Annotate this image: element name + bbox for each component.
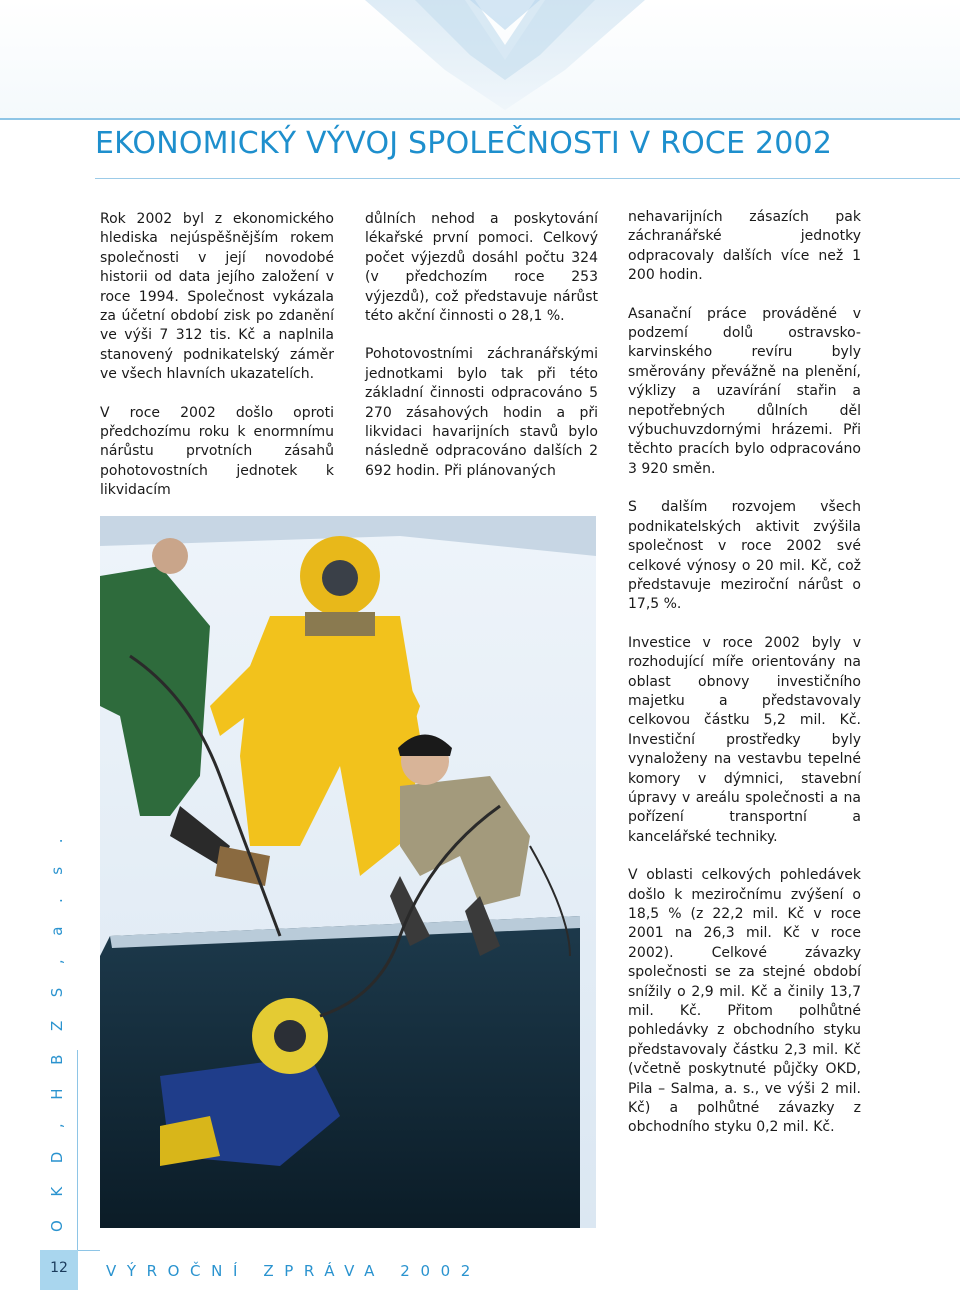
paragraph: nehavarijních zásazích pak záchranářské jednotky odpracovaly dalších více než 1 200 hodin. (628, 209, 861, 284)
text-column-2 (365, 210, 598, 500)
paragraph: Pohotovostními záchranářskými jednotkami bylo tak při této základní činnosti odpracováno 5 270 zásahových hodin a při likvidaci havarijních stavů bylo následně odpracováno dalších 2 692 hodin. Při plánovaných (365, 346, 598, 479)
paragraph: S dalším rozvojem všech podnikatelských aktivit zvýšila společnost v roce 2002 své celkové výnosy o 20 mil. Kč, což představuje meziroční nárůst o 17,5 %. (628, 499, 861, 613)
page-title: EKONOMICKÝ VÝVOJ SPOLEČNOSTI V ROCE 2002 (95, 126, 833, 161)
paragraph: Investice v roce 2002 byly v rozhodující míře orientovány na oblast obnovy investičního majetku a představovaly celkovou částku 5,2 mil. Kč. Investiční prostředky byly vynaloženy na vestavbu tepelné komory v dýmnici, stavební úpravy v areálu společnosti a na pořízení transportní a kancelářské techniky. (628, 634, 861, 845)
footer-rule (78, 1250, 100, 1251)
company-logo-watermark (355, 0, 655, 118)
header-band (0, 0, 960, 118)
divers-in-ice-hole-photo (100, 516, 596, 1228)
paragraph: důlních nehod a poskytování lékařské první pomoci. Celkový počet výjezdů dosáhl počtu 324 (v předchozím roce 253 výjezdů), což představuje nárůst této akční činnosti o 28,1 %. (365, 211, 598, 325)
page-number-box (40, 1250, 78, 1290)
header-rule (0, 118, 960, 120)
company-name-vertical: O K D , H B Z S , a . s . (48, 829, 66, 1232)
paragraph: Asanační práce prováděné v podzemí dolů ostravsko-karvinského revíru byly směrovány převážně na plenění, výklizy a uzavírání stařin a nepotřebných důlních děl výbuchuvzdornými hrázemi. Při těchto pracích bylo odpracováno 3 920 směn. (628, 305, 861, 477)
text-column-1 (100, 210, 334, 520)
paragraph: Rok 2002 byl z ekonomického hlediska nejúspěšnějším rokem společnosti v její novodobé historii od data jejího založení v roce 1994. Společnost vykázala za účetní období zisk po zdanění ve výši 7 312 tis. Kč a naplnila stanovený podnikatelský záměr ve všech hlavních ukazatelích. (100, 211, 334, 383)
title-rule (95, 178, 960, 179)
paragraph: V oblasti celkových pohledávek došlo k meziročnímu zvýšení o 18,5 % (z 22,2 mil. Kč v roce 2001 na 26,3 mil. Kč v roce 2002). Celkové závazky společnosti se za stejné období snížily o 2,9 mil. Kč a činily 13,7 mil. Kč. Přitom polhůtné pohledávky z obchodního styku představovaly částku 2,3 mil. Kč (včetně poskytnuté půjčky OKD, Pila – Salma, a. s., ve výši 2 mil. Kč) a polhůtné závazky z obchodního styku 0,2 mil. Kč. (628, 867, 861, 1136)
page-number: 12 (50, 1260, 68, 1276)
paragraph: V roce 2002 došlo oproti předchozímu roku k enormnímu nárůstu prvotních zásahů pohotovostních jednotek k likvidacím (100, 404, 334, 499)
text-column-3 (628, 208, 861, 1157)
report-name: VÝROČNÍ ZPRÁVA 2002 (106, 1262, 481, 1280)
